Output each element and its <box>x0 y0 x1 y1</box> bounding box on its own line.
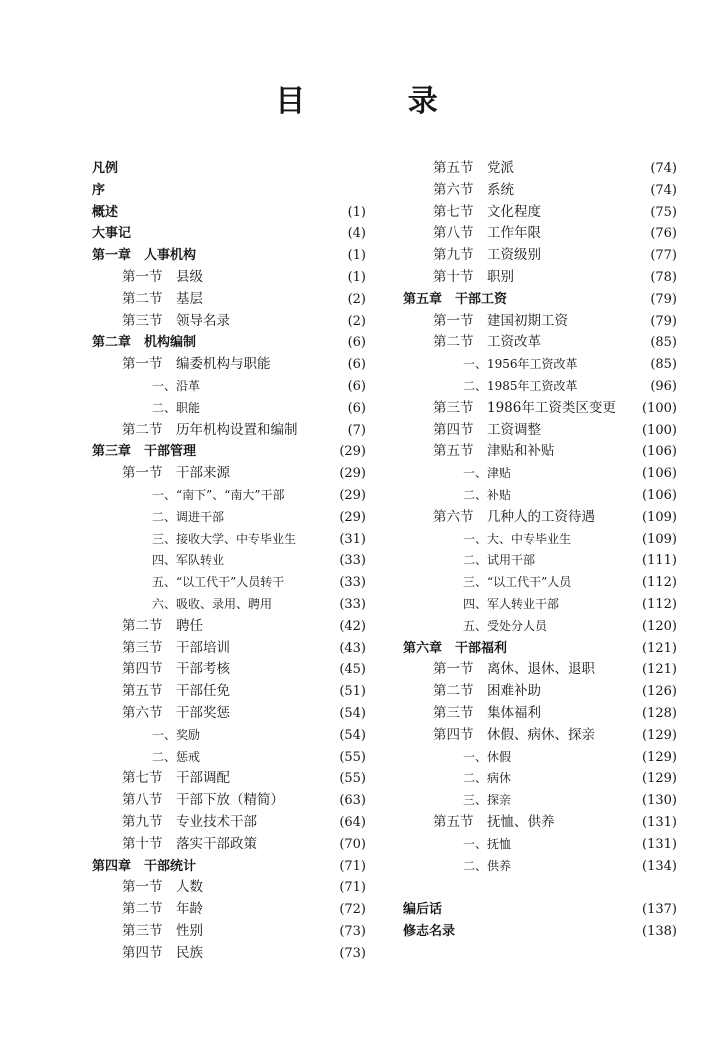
toc-entry[interactable] <box>403 768 677 790</box>
toc-entry[interactable] <box>92 856 366 878</box>
toc-entry[interactable] <box>403 725 677 747</box>
toc-entry-title: 第一章 人事机构 <box>92 248 197 264</box>
toc-entry-title: 第一节 县级 <box>122 268 203 285</box>
toc-entry-page: (130) <box>642 793 677 809</box>
toc-entry-title: 第九节 工资级别 <box>433 247 541 264</box>
toc-entry-page: (51) <box>339 684 366 700</box>
toc-entry[interactable] <box>403 354 677 376</box>
toc-entry-title: 第七节 干部调配 <box>122 770 230 787</box>
toc-entry-page: (55) <box>339 749 366 765</box>
toc-entry-page: (6) <box>347 400 366 416</box>
toc-entry-page: (29) <box>339 466 366 482</box>
toc-entry[interactable] <box>92 572 366 594</box>
toc-entry[interactable] <box>403 899 677 921</box>
toc-entry-page: (1) <box>347 248 366 264</box>
toc-entry-page: (74) <box>650 161 677 176</box>
toc-entry-page: (72) <box>339 902 366 918</box>
toc-entry-page: (54) <box>339 727 366 743</box>
toc-entry-title: 一、1956年工资改革 <box>463 357 578 372</box>
toc-entry-title: 第四节 工资调整 <box>433 421 541 438</box>
toc-entry-page: (75) <box>650 204 677 220</box>
toc-entry[interactable] <box>403 529 677 551</box>
toc-entry-title: 一、休假 <box>463 749 512 764</box>
toc-entry[interactable] <box>403 180 677 202</box>
toc-entry-page: (29) <box>339 487 366 503</box>
toc-entry-title: 第四节 干部考核 <box>122 661 230 678</box>
toc-entry-page: (7) <box>347 422 366 438</box>
toc-entry-page: (112) <box>642 575 677 591</box>
toc-entry-page: (129) <box>642 749 677 765</box>
toc-entry-page: (126) <box>642 684 677 700</box>
toc-spacer <box>403 877 677 899</box>
toc-entry-page: (134) <box>642 858 677 874</box>
toc-entry-title: 第一节 干部来源 <box>122 465 230 482</box>
toc-entry[interactable] <box>403 747 677 769</box>
toc-entry[interactable] <box>92 332 366 354</box>
toc-entry-title: 序 <box>92 182 106 198</box>
toc-entry[interactable] <box>92 223 366 245</box>
toc-entry-title: 第一节 编委机构与职能 <box>122 356 271 373</box>
toc-entry-page: (111) <box>642 553 677 569</box>
toc-entry-title: 修志名录 <box>403 924 456 940</box>
toc-entry-title: 第二节 基层 <box>122 290 203 307</box>
toc-entry-title: 第六节 系统 <box>433 181 514 198</box>
toc-entry-title: 第一节 人数 <box>122 879 203 896</box>
toc-entry-page: (29) <box>339 509 366 525</box>
toc-entry[interactable] <box>92 158 366 180</box>
toc-entry-title: 第二节 历年机构设置和编制 <box>122 421 298 438</box>
toc-entry-title: 一、奖励 <box>152 727 201 742</box>
toc-entry-page: (121) <box>642 640 677 656</box>
toc-entry-page: (120) <box>642 618 677 634</box>
toc-entry-title: 二、供养 <box>463 858 512 873</box>
toc-entry-page: (64) <box>339 814 366 830</box>
toc-entry[interactable] <box>92 267 366 289</box>
toc-entry-title: 第五章 干部工资 <box>403 291 508 307</box>
toc-entry-title: 第六章 干部福利 <box>403 640 508 656</box>
page-title: 目 录 <box>275 84 484 119</box>
toc-entry-title: 一、津贴 <box>463 466 512 481</box>
toc-entry[interactable] <box>92 354 366 376</box>
toc-entry-page: (85) <box>650 357 677 373</box>
toc-entry-title: 一、大、中专毕业生 <box>463 531 572 546</box>
toc-entry-title: 第四节 民族 <box>122 944 203 961</box>
toc-entry[interactable] <box>403 420 677 442</box>
toc-entry[interactable] <box>403 550 677 572</box>
toc-entry[interactable] <box>403 485 677 507</box>
toc-entry[interactable] <box>92 289 366 311</box>
toc-entry-title: 二、职能 <box>152 400 201 415</box>
toc-entry[interactable] <box>403 921 677 943</box>
toc-entry-page: (29) <box>339 444 366 460</box>
toc-entry-title: 第六节 干部奖惩 <box>122 704 230 721</box>
toc-entry-title: 第二节 年龄 <box>122 901 203 918</box>
toc-entry[interactable] <box>92 529 366 551</box>
toc-entry[interactable] <box>92 725 366 747</box>
toc-entry-title: 第三节 领导名录 <box>122 312 230 329</box>
toc-entry-title: 第十节 职别 <box>433 268 514 285</box>
toc-entry-title: 编后话 <box>403 902 443 918</box>
toc-entry[interactable] <box>92 899 366 921</box>
toc-entry-title: 第七节 文化程度 <box>433 203 541 220</box>
toc-entry[interactable] <box>92 202 366 224</box>
toc-entry-page: (6) <box>347 335 366 351</box>
toc-entry[interactable] <box>403 332 677 354</box>
toc-entry-page: (138) <box>642 924 677 940</box>
toc-entry-title: 大事记 <box>92 226 132 242</box>
toc-entry-page: (77) <box>650 248 677 264</box>
toc-entry[interactable] <box>403 158 677 180</box>
toc-entry-page: (73) <box>339 945 366 961</box>
toc-entry-title: 第五节 干部任免 <box>122 683 230 700</box>
toc-entry[interactable] <box>92 550 366 572</box>
toc-entry[interactable] <box>92 245 366 267</box>
toc-entry[interactable] <box>403 703 677 725</box>
toc-entry[interactable] <box>92 812 366 834</box>
toc-entry-title: 二、惩戒 <box>152 749 201 764</box>
toc-entry[interactable] <box>403 376 677 398</box>
toc-entry-title: 二、病休 <box>463 771 512 786</box>
toc-entry-title: 第二章 机构编制 <box>92 335 197 351</box>
toc-entry-title: 第四节 休假、病休、探亲 <box>433 726 595 743</box>
toc-entry[interactable] <box>403 856 677 878</box>
toc-entry-page: (71) <box>339 880 366 896</box>
toc-entry-title: 第六节 几种人的工资待遇 <box>433 508 595 525</box>
toc-entry-title: 第五节 抚恤、供养 <box>433 813 555 830</box>
toc-entry-page: (2) <box>347 313 366 329</box>
toc-entry[interactable] <box>403 594 677 616</box>
toc-entry-page: (76) <box>650 226 677 242</box>
toc-entry-page: (79) <box>650 291 677 307</box>
toc-entry[interactable] <box>92 747 366 769</box>
toc-entry[interactable] <box>92 463 366 485</box>
toc-entry[interactable] <box>403 398 677 420</box>
toc-entry[interactable] <box>403 507 677 529</box>
toc-entry-page: (129) <box>642 771 677 787</box>
toc-entry[interactable] <box>92 180 366 202</box>
toc-entry-title: 二、试用干部 <box>463 553 536 568</box>
toc-entry-page: (1) <box>347 204 366 220</box>
toc-entry-page: (128) <box>642 705 677 721</box>
toc-entry-title: 三、探亲 <box>463 793 512 808</box>
toc-entry[interactable] <box>403 202 677 224</box>
toc-entry[interactable] <box>403 245 677 267</box>
toc-entry-title: 六、吸收、录用、聘用 <box>152 596 273 611</box>
toc-entry-title: 五、受处分人员 <box>463 618 548 633</box>
toc-entry[interactable] <box>403 572 677 594</box>
toc-entry[interactable] <box>92 485 366 507</box>
toc-entry-title: 第三节 干部培训 <box>122 639 230 656</box>
toc-entry-page: (42) <box>339 618 366 634</box>
toc-entry-title: 三、“以工代干”人员 <box>463 575 572 590</box>
toc-entry-title: 凡例 <box>92 161 119 176</box>
toc-entry-title: 第五节 津贴和补贴 <box>433 443 555 460</box>
toc-entry-title: 第八节 工作年限 <box>433 225 541 242</box>
toc-entry-page: (71) <box>339 858 366 874</box>
toc-entry-title: 二、1985年工资改革 <box>463 378 578 393</box>
toc-entry-title: 三、接收大学、中专毕业生 <box>152 531 297 546</box>
toc-entry[interactable] <box>92 659 366 681</box>
toc-entry-page: (112) <box>642 596 677 612</box>
toc-entry-title: 第三节 性别 <box>122 922 203 939</box>
toc-entry-page: (131) <box>642 814 677 830</box>
toc-entry-title: 第一节 离休、退休、退职 <box>433 661 595 678</box>
toc-entry-title: 第三节 1986年工资类区变更 <box>433 399 616 416</box>
toc-entry[interactable] <box>403 659 677 681</box>
toc-entry-page: (85) <box>650 335 677 351</box>
toc-entry-page: (106) <box>642 444 677 460</box>
toc-entry-title: 第二节 工资改革 <box>433 334 541 351</box>
toc-entry-page: (63) <box>339 793 366 809</box>
toc-entry-title: 二、调进干部 <box>152 509 225 524</box>
toc-left-column <box>92 158 366 964</box>
toc-entry-title: 第十节 落实干部政策 <box>122 835 257 852</box>
toc-entry[interactable] <box>92 616 366 638</box>
toc-entry-page: (74) <box>650 182 677 198</box>
toc-entry-page: (6) <box>347 378 366 394</box>
toc-entry-page: (54) <box>339 705 366 721</box>
toc-entry-title: 第二节 聘任 <box>122 617 203 634</box>
toc-entry-page: (100) <box>642 422 677 438</box>
toc-entry-title: 第五节 党派 <box>433 160 514 176</box>
toc-entry-title: 一、“南下”、“南大”干部 <box>152 487 285 502</box>
toc-entry[interactable] <box>92 943 366 965</box>
toc-entry-page: (96) <box>650 378 677 394</box>
toc-entry[interactable] <box>92 420 366 442</box>
toc-right-column <box>403 158 677 943</box>
toc-entry-page: (137) <box>642 902 677 918</box>
toc-entry-page: (131) <box>642 836 677 852</box>
toc-entry[interactable] <box>92 441 366 463</box>
toc-entry[interactable] <box>403 289 677 311</box>
toc-entry-title: 第三节 集体福利 <box>433 704 541 721</box>
toc-entry[interactable] <box>403 441 677 463</box>
toc-entry-title: 五、“以工代干”人员转干 <box>152 575 285 590</box>
toc-entry-title: 第二节 困难补助 <box>433 683 541 700</box>
toc-entry-page: (1) <box>347 269 366 285</box>
toc-entry-page: (55) <box>339 771 366 787</box>
toc-entry[interactable] <box>92 594 366 616</box>
toc-entry-title: 第八节 干部下放（精简） <box>122 792 284 809</box>
toc-entry[interactable] <box>92 638 366 660</box>
toc-entry-page: (70) <box>339 836 366 852</box>
toc-entry-page: (109) <box>642 531 677 547</box>
toc-entry-page: (2) <box>347 291 366 307</box>
toc-entry-title: 四、军人转业干部 <box>463 596 560 611</box>
toc-entry-page: (100) <box>642 400 677 416</box>
toc-entry-page: (33) <box>339 553 366 569</box>
toc-entry-title: 一、沿革 <box>152 378 201 393</box>
toc-entry-page: (73) <box>339 923 366 939</box>
toc-entry-title: 一、抚恤 <box>463 836 512 851</box>
toc-entry-page: (31) <box>339 531 366 547</box>
toc-entry-title: 第四章 干部统计 <box>92 858 197 874</box>
toc-entry-page: (45) <box>339 662 366 678</box>
toc-entry[interactable] <box>92 681 366 703</box>
toc-entry-page: (4) <box>347 226 366 242</box>
toc-entry[interactable] <box>92 768 366 790</box>
toc-entry[interactable] <box>403 463 677 485</box>
toc-entry[interactable] <box>403 638 677 660</box>
toc-entry-title: 四、军队转业 <box>152 553 225 568</box>
toc-entry[interactable] <box>403 616 677 638</box>
toc-entry-title: 二、补贴 <box>463 487 512 502</box>
toc-entry[interactable] <box>403 834 677 856</box>
toc-entry[interactable] <box>92 877 366 899</box>
toc-entry-page: (106) <box>642 466 677 482</box>
toc-entry[interactable] <box>403 223 677 245</box>
toc-entry[interactable] <box>403 311 677 333</box>
toc-entry-page: (79) <box>650 313 677 329</box>
toc-entry[interactable] <box>403 812 677 834</box>
toc-entry-page: (109) <box>642 509 677 525</box>
toc-entry[interactable] <box>92 834 366 856</box>
toc-entry-title: 第三章 干部管理 <box>92 444 197 460</box>
toc-entry-page: (78) <box>650 269 677 285</box>
toc-entry[interactable] <box>92 311 366 333</box>
toc-entry[interactable] <box>92 790 366 812</box>
toc-entry-page: (6) <box>347 357 366 373</box>
toc-entry[interactable] <box>92 507 366 529</box>
toc-entry-page: (33) <box>339 575 366 591</box>
toc-entry-title: 第九节 专业技术干部 <box>122 813 257 830</box>
toc-entry-page: (121) <box>642 662 677 678</box>
toc-entry-title: 第一节 建国初期工资 <box>433 312 568 329</box>
toc-entry[interactable] <box>403 790 677 812</box>
toc-entry[interactable] <box>92 921 366 943</box>
toc-entry-title: 概述 <box>92 204 119 220</box>
toc-entry[interactable] <box>92 398 366 420</box>
toc-entry-page: (129) <box>642 727 677 743</box>
toc-entry[interactable] <box>403 681 677 703</box>
toc-entry-page: (33) <box>339 596 366 612</box>
toc-entry-page: (43) <box>339 640 366 656</box>
toc-entry[interactable] <box>403 267 677 289</box>
toc-entry-page: (106) <box>642 487 677 503</box>
toc-entry[interactable] <box>92 376 366 398</box>
toc-entry[interactable] <box>92 703 366 725</box>
